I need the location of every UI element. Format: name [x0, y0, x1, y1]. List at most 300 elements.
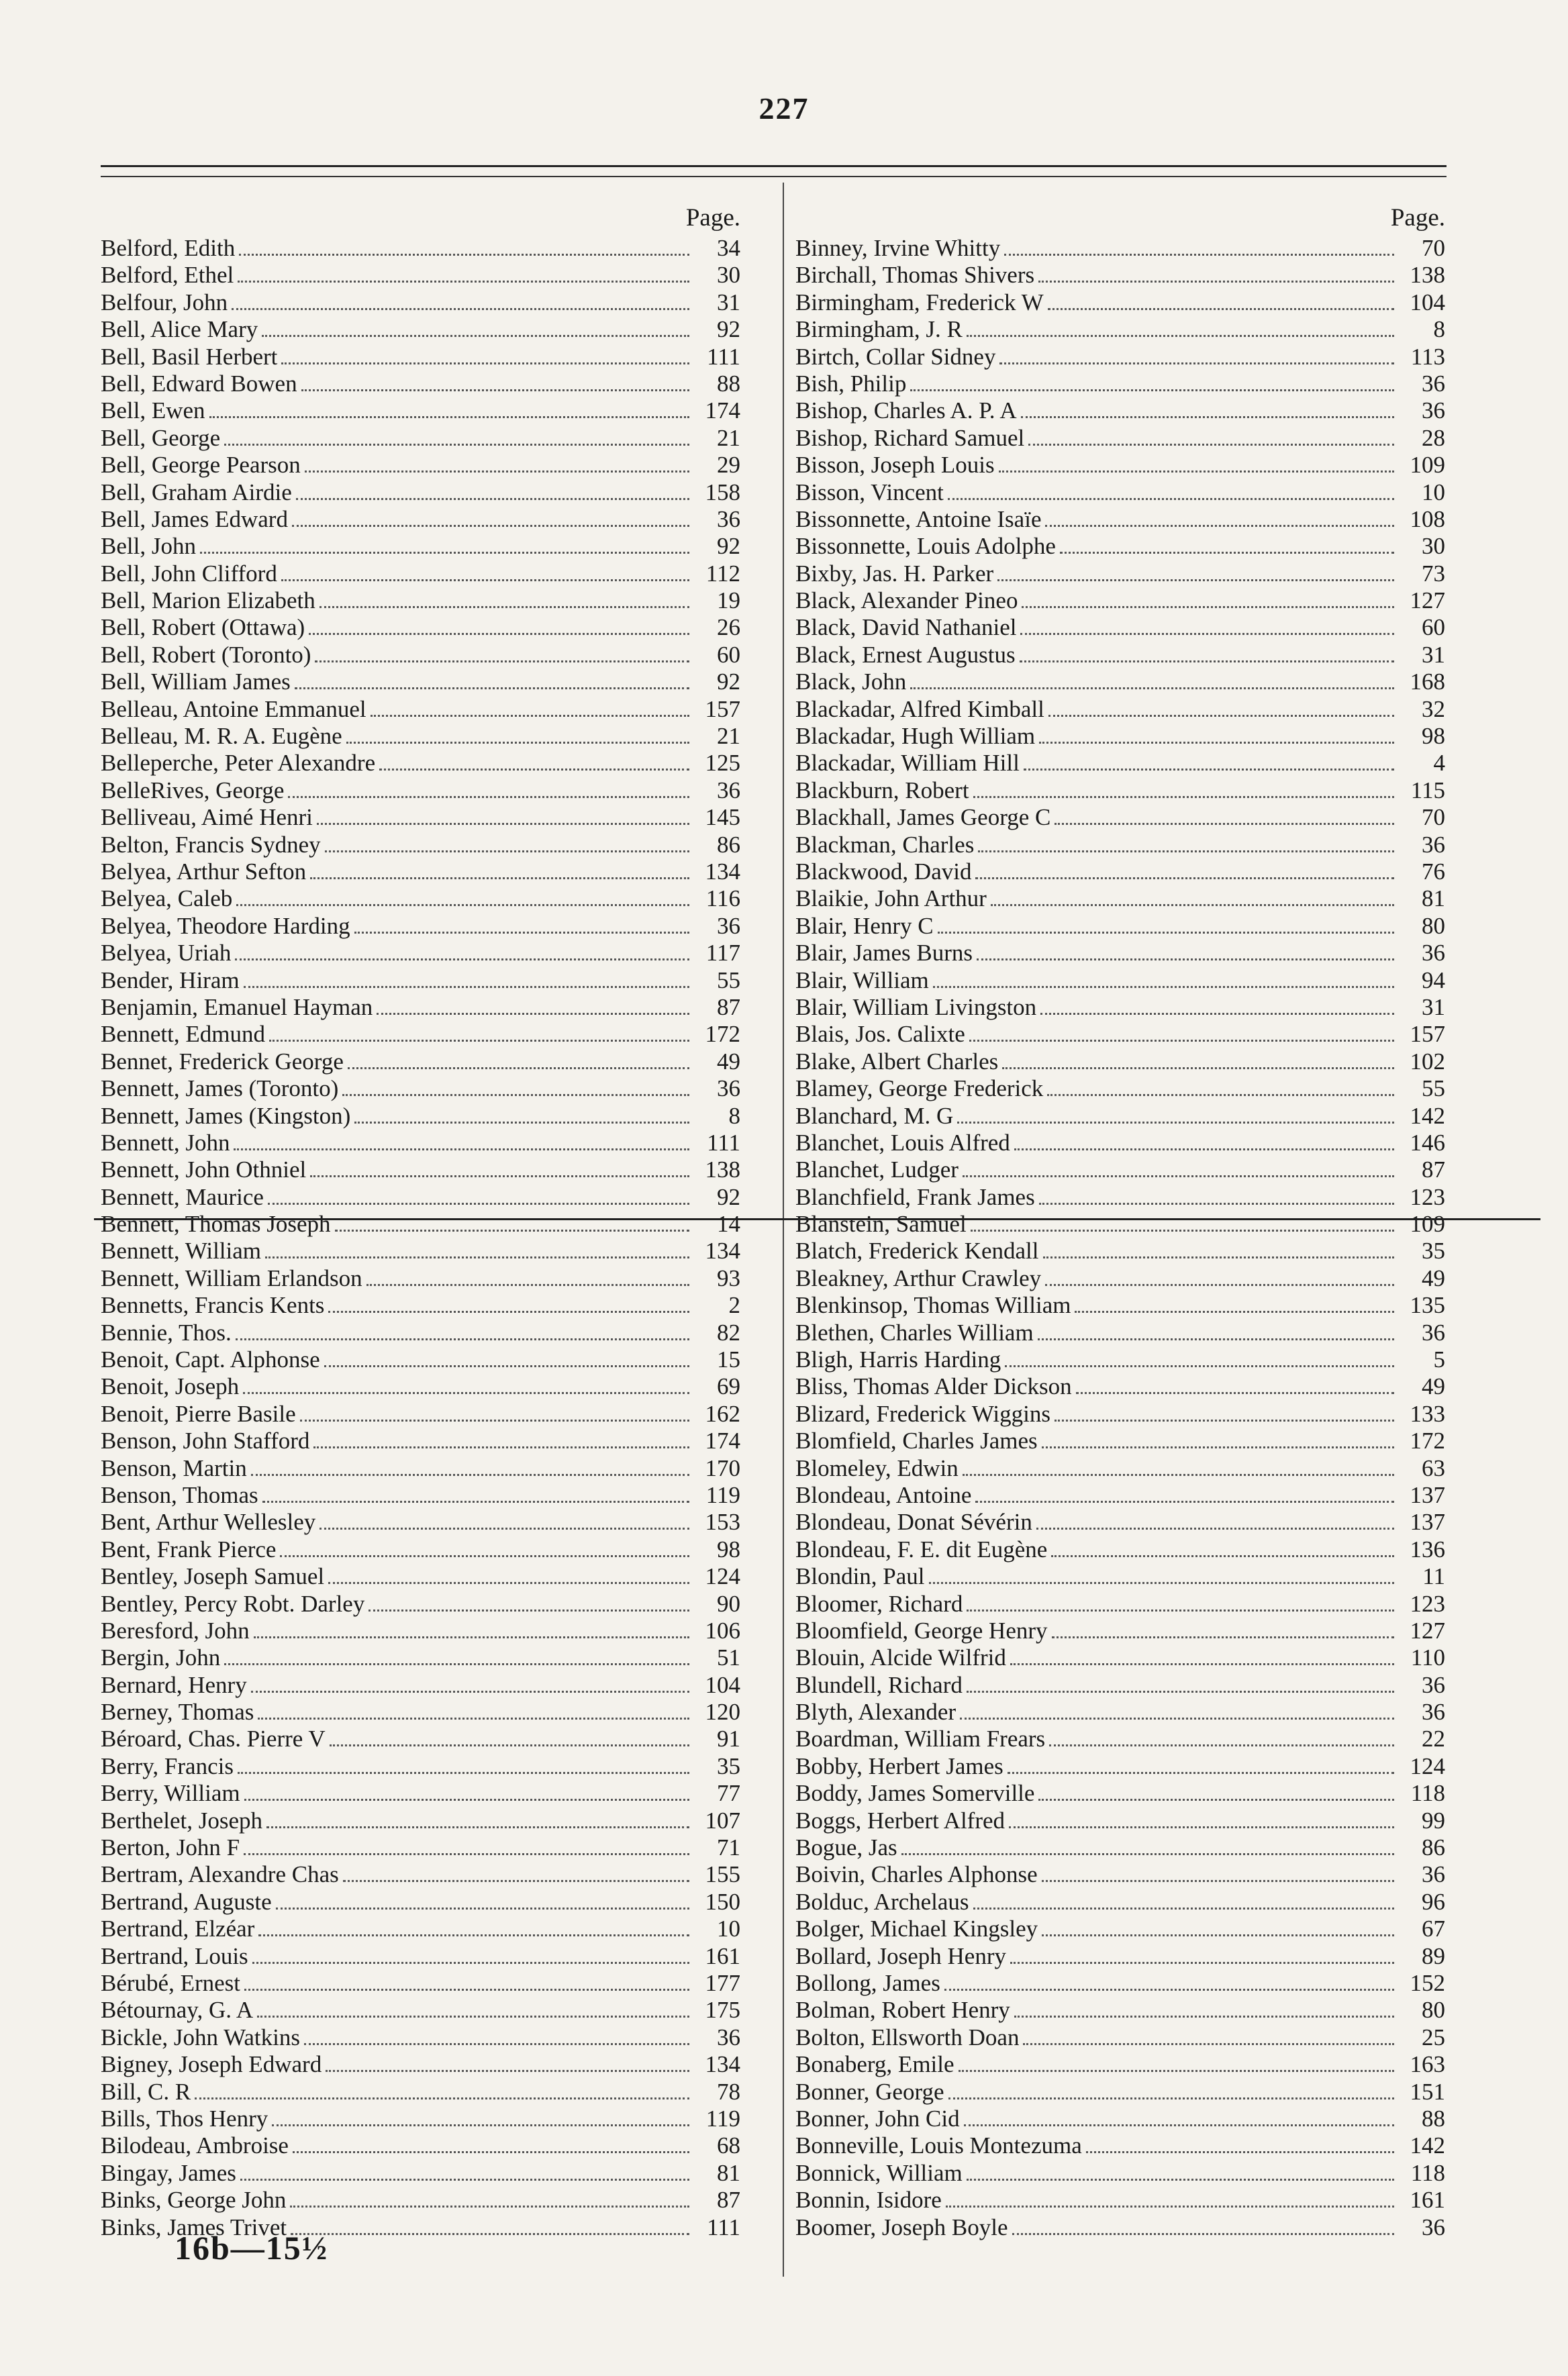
index-entry — [795, 2132, 1453, 2159]
entry-name: Binks, James Trivet — [101, 2214, 287, 2240]
entry-page: 96 — [1422, 1888, 1445, 1915]
dot-leader — [300, 1402, 689, 1422]
dot-leader — [346, 724, 689, 744]
index-entry — [101, 2106, 748, 2132]
left-column — [101, 201, 748, 2241]
entry-page: 78 — [717, 2078, 740, 2105]
entry-page: 86 — [717, 831, 740, 858]
entry-name: Bennett, John Othniel — [101, 1156, 307, 1183]
dot-leader — [1045, 1267, 1394, 1286]
dot-leader — [328, 1293, 689, 1313]
entry-name: Blair, William — [795, 967, 929, 993]
entry-page: 19 — [717, 587, 740, 614]
entry-name: Blair, James Burns — [795, 940, 973, 967]
index-entry — [101, 479, 748, 506]
entry-page: 36 — [717, 912, 740, 939]
index-entry — [101, 1536, 748, 1563]
entry-page: 106 — [705, 1617, 740, 1644]
entry-page: 137 — [1410, 1509, 1445, 1536]
index-entry — [795, 235, 1453, 262]
dot-leader — [967, 2161, 1394, 2181]
entry-name: Benoit, Joseph — [101, 1373, 240, 1400]
entry-page: 102 — [1410, 1048, 1445, 1075]
dot-leader — [262, 1483, 689, 1503]
entry-name: Bell, Edward Bowen — [101, 370, 297, 397]
footer-signature: 16b—15½ — [175, 2229, 329, 2267]
entry-page: 135 — [1410, 1292, 1445, 1319]
index-entry — [795, 1455, 1453, 1482]
entry-name: Benson, Thomas — [101, 1481, 258, 1508]
entry-name: Bertrand, Elzéar — [101, 1916, 255, 1942]
index-entry — [101, 587, 748, 614]
entry-name: Belton, Francis Sydney — [101, 831, 321, 858]
entry-page: 68 — [717, 2132, 740, 2159]
entry-page: 2 — [728, 1292, 740, 1319]
dot-leader — [975, 1483, 1394, 1503]
entry-name: Blyth, Alexander — [795, 1699, 957, 1726]
index-entry — [795, 1401, 1453, 1428]
entry-name: Bell, Robert (Ottawa) — [101, 614, 305, 641]
entry-page: 55 — [717, 967, 740, 993]
dot-leader — [1028, 426, 1394, 446]
entry-name: Blanchfield, Frank James — [795, 1183, 1035, 1210]
entry-name: Belyea, Theodore Harding — [101, 912, 350, 939]
index-entry — [101, 560, 748, 587]
index-entry — [101, 1861, 748, 1888]
dot-leader — [200, 534, 689, 554]
dot-leader — [964, 2107, 1394, 2126]
entry-page: 172 — [705, 1021, 740, 1048]
entry-name: Birtch, Collar Sidney — [795, 343, 996, 370]
index-entry — [101, 235, 748, 262]
index-entry — [795, 479, 1453, 506]
index-entry — [101, 669, 748, 695]
entry-name: Bobby, Herbert James — [795, 1752, 1003, 1779]
dot-leader — [258, 1700, 689, 1720]
entry-page: 91 — [717, 1726, 740, 1752]
entry-page: 133 — [1410, 1400, 1445, 1427]
dot-leader — [348, 1050, 689, 1069]
entry-page: 134 — [705, 1238, 740, 1265]
dot-leader — [335, 1212, 689, 1232]
dot-leader — [244, 1781, 689, 1801]
entry-name: Bender, Hiram — [101, 967, 240, 993]
entry-page: 51 — [717, 1644, 740, 1671]
dot-leader — [910, 372, 1394, 391]
entry-page: 31 — [1422, 641, 1445, 668]
index-entry — [101, 804, 748, 831]
dot-leader — [1086, 2134, 1394, 2153]
entry-name: Bell, Alice Mary — [101, 316, 258, 343]
index-entry — [795, 1726, 1453, 1752]
entry-name: Belliveau, Aimé Henri — [101, 804, 313, 831]
index-entry — [101, 777, 748, 804]
dot-leader — [963, 1158, 1394, 1177]
entry-page: 136 — [1410, 1536, 1445, 1563]
dot-leader — [310, 860, 689, 879]
entry-name: Bennett, William Erlandson — [101, 1265, 362, 1291]
entry-name: Blanchard, M. G — [795, 1102, 954, 1129]
entry-page: 92 — [717, 533, 740, 560]
entry-name: Bétournay, G. A — [101, 1997, 254, 2024]
entry-name: Benson, Martin — [101, 1454, 247, 1481]
entry-name: Bentley, Percy Robt. Darley — [101, 1590, 365, 1617]
entry-page: 88 — [717, 370, 740, 397]
dot-leader — [224, 426, 689, 446]
index-entry — [795, 1536, 1453, 1563]
entry-page: 168 — [1410, 669, 1445, 695]
entry-page: 109 — [1410, 452, 1445, 479]
dot-leader — [1049, 1727, 1394, 1746]
entry-name: Belford, Ethel — [101, 262, 234, 289]
index-entry — [101, 1753, 748, 1780]
dot-leader — [238, 1754, 689, 1774]
entry-name: Bell, Basil Herbert — [101, 343, 278, 370]
dot-leader — [291, 2216, 689, 2235]
dot-leader — [328, 1565, 689, 1584]
index-entry — [101, 2024, 748, 2051]
index-entry — [795, 669, 1453, 695]
entry-name: Bill, C. R — [101, 2078, 191, 2105]
index-entry — [795, 1211, 1453, 1238]
index-entry — [795, 1699, 1453, 1726]
index-entry — [101, 533, 748, 560]
index-entry — [795, 1346, 1453, 1373]
entry-page: 25 — [1422, 2024, 1445, 2050]
index-entry — [795, 1889, 1453, 1916]
entry-page: 35 — [717, 1752, 740, 1779]
dot-leader — [281, 562, 689, 581]
dot-leader — [309, 615, 689, 635]
dot-leader — [1002, 1050, 1394, 1069]
index-entry — [101, 1970, 748, 1997]
entry-page: 125 — [705, 750, 740, 777]
entry-page: 158 — [705, 479, 740, 505]
entry-page: 112 — [705, 560, 740, 587]
dot-leader — [1021, 399, 1394, 418]
dot-leader — [997, 562, 1394, 581]
entry-page: 15 — [717, 1346, 740, 1373]
index-entry — [795, 344, 1453, 370]
entry-page: 36 — [717, 505, 740, 532]
dot-leader — [1043, 1239, 1394, 1258]
entry-page: 111 — [707, 1129, 740, 1156]
entry-page: 67 — [1422, 1916, 1445, 1942]
entry-name: Bonnick, William — [795, 2159, 963, 2186]
dot-leader — [310, 1158, 689, 1177]
entry-page: 170 — [705, 1454, 740, 1481]
index-entry — [101, 967, 748, 994]
dot-leader — [366, 1267, 689, 1286]
entry-name: Blackadar, Alfred Kimball — [795, 695, 1044, 722]
dot-leader — [281, 345, 689, 364]
index-entry — [795, 2051, 1453, 2078]
dot-leader — [266, 1809, 689, 1828]
index-entry — [101, 1184, 748, 1211]
entry-name: Benoit, Capt. Alphonse — [101, 1346, 320, 1373]
entry-page: 138 — [1410, 262, 1445, 289]
dot-leader — [324, 1348, 689, 1367]
index-entry — [101, 2132, 748, 2159]
index-entry — [101, 316, 748, 343]
index-entry — [101, 1997, 748, 2024]
entry-page: 153 — [705, 1509, 740, 1536]
index-entry — [795, 642, 1453, 669]
index-entry — [795, 425, 1453, 452]
header-rule-secondary — [101, 176, 1447, 177]
entry-page: 98 — [717, 1536, 740, 1563]
entry-page: 60 — [717, 641, 740, 668]
entry-page: 49 — [1422, 1265, 1445, 1291]
index-entry — [101, 1455, 748, 1482]
dot-leader — [1008, 1754, 1394, 1774]
header-rule — [101, 165, 1447, 167]
entry-name: Bennett, William — [101, 1238, 262, 1265]
entry-page: 138 — [705, 1156, 740, 1183]
dot-leader — [948, 2080, 1394, 2099]
dot-leader — [1045, 507, 1394, 527]
dot-leader — [969, 1022, 1394, 1042]
entry-name: Bogue, Jas — [795, 1834, 897, 1861]
dot-leader — [317, 805, 689, 825]
dot-leader — [1055, 805, 1394, 825]
entry-page: 118 — [1410, 1780, 1445, 1807]
entry-page: 8 — [728, 1102, 740, 1129]
dot-leader — [967, 317, 1394, 337]
entry-page: 10 — [1422, 479, 1445, 505]
entry-name: Birchall, Thomas Shivers — [795, 262, 1035, 289]
index-entry — [795, 2024, 1453, 2051]
index-entry — [101, 1346, 748, 1373]
dot-leader — [929, 1565, 1394, 1584]
index-entry — [795, 289, 1453, 316]
entry-page: 120 — [705, 1699, 740, 1726]
left-entry-list — [101, 235, 748, 2241]
entry-page: 89 — [1422, 1942, 1445, 1969]
entry-name: Bent, Frank Pierce — [101, 1536, 277, 1563]
entry-page: 150 — [705, 1888, 740, 1915]
index-entry — [101, 2160, 748, 2187]
index-entry — [795, 723, 1453, 750]
dot-leader — [971, 1212, 1394, 1232]
dot-leader — [305, 453, 689, 473]
entry-page: 117 — [705, 940, 740, 967]
index-entry — [795, 967, 1453, 994]
right-page-header: Page. — [1390, 204, 1445, 232]
entry-name: Bennett, James (Kingston) — [101, 1102, 351, 1129]
entry-name: Bent, Arthur Wellesley — [101, 1509, 316, 1536]
dot-leader — [978, 833, 1394, 852]
entry-page: 36 — [1422, 397, 1445, 424]
entry-name: Bell, George — [101, 424, 221, 451]
entry-name: Black, David Nathaniel — [795, 614, 1017, 641]
entry-page: 82 — [717, 1319, 740, 1346]
dot-leader — [239, 236, 689, 256]
dot-leader — [1012, 2216, 1395, 2235]
entry-page: 177 — [705, 1970, 740, 1996]
index-entry — [101, 750, 748, 777]
entry-name: Bloomer, Richard — [795, 1590, 963, 1617]
index-entry — [101, 1373, 748, 1400]
dot-leader — [320, 589, 689, 608]
entry-page: 36 — [717, 2024, 740, 2050]
entry-name: Boomer, Joseph Boyle — [795, 2214, 1008, 2240]
index-entry — [795, 533, 1453, 560]
index-entry — [795, 885, 1453, 912]
entry-name: Blair, William Livingston — [795, 993, 1037, 1020]
entry-page: 21 — [717, 424, 740, 451]
index-entry — [101, 506, 748, 533]
index-entry — [101, 913, 748, 940]
entry-name: Boardman, William Frears — [795, 1726, 1046, 1752]
dot-leader — [1014, 1131, 1394, 1150]
index-entry — [795, 2079, 1453, 2106]
entry-name: Binney, Irvine Whitty — [795, 235, 1001, 261]
dot-leader — [343, 1863, 689, 1882]
entry-page: 124 — [1410, 1752, 1445, 1779]
entry-page: 71 — [717, 1834, 740, 1861]
entry-name: Black, Alexander Pineo — [795, 587, 1018, 614]
dot-leader — [933, 969, 1394, 988]
entry-page: 145 — [705, 804, 740, 831]
entry-name: Blondin, Paul — [795, 1563, 925, 1590]
dot-leader — [975, 860, 1394, 879]
entry-page: 127 — [1410, 587, 1445, 614]
dot-leader — [999, 453, 1394, 473]
dot-leader — [1039, 724, 1394, 744]
entry-name: Bennetts, Francis Kents — [101, 1292, 325, 1319]
entry-name: Binks, George John — [101, 2187, 287, 2214]
index-entry — [101, 858, 748, 885]
entry-name: Bolman, Robert Henry — [795, 1997, 1010, 2024]
entry-name: Belleau, Antoine Emmanuel — [101, 695, 366, 722]
entry-page: 119 — [705, 2105, 740, 2132]
entry-page: 32 — [1422, 695, 1445, 722]
index-entry — [795, 1021, 1453, 1048]
entry-name: Bennett, John — [101, 1129, 230, 1156]
entry-page: 81 — [717, 2159, 740, 2186]
index-entry — [101, 289, 748, 316]
entry-page: 36 — [1422, 370, 1445, 397]
entry-page: 49 — [1422, 1373, 1445, 1400]
index-entry — [795, 1156, 1453, 1183]
dot-leader — [1055, 1402, 1394, 1422]
dot-leader — [238, 263, 689, 283]
index-entry — [795, 1916, 1453, 1942]
dot-leader — [268, 1185, 689, 1205]
entry-name: Black, John — [795, 669, 907, 695]
entry-name: Berry, Francis — [101, 1752, 234, 1779]
entry-name: Blomeley, Edwin — [795, 1454, 959, 1481]
index-entry — [795, 1618, 1453, 1644]
entry-name: Bills, Thos Henry — [101, 2105, 268, 2132]
entry-name: Bonaberg, Emile — [795, 2051, 954, 2078]
entry-page: 70 — [1422, 804, 1445, 831]
entry-name: Bishop, Richard Samuel — [795, 424, 1025, 451]
dot-leader — [236, 887, 689, 906]
entry-page: 94 — [1422, 967, 1445, 993]
index-entry — [795, 614, 1453, 641]
dot-leader — [1038, 1781, 1394, 1801]
entry-name: Benjamin, Emanuel Hayman — [101, 993, 373, 1020]
entry-page: 155 — [705, 1861, 740, 1888]
dot-leader — [262, 317, 689, 337]
index-entry — [795, 316, 1453, 343]
index-entry — [795, 1970, 1453, 1997]
index-entry — [795, 587, 1453, 614]
entry-page: 63 — [1422, 1454, 1445, 1481]
index-entry — [101, 1292, 748, 1319]
entry-name: Blomfield, Charles James — [795, 1428, 1038, 1454]
entry-name: Bernard, Henry — [101, 1671, 247, 1698]
index-entry — [101, 2051, 748, 2078]
index-entry — [101, 1672, 748, 1699]
entry-page: 110 — [1410, 1644, 1445, 1671]
dot-leader — [938, 914, 1394, 934]
entry-page: 55 — [1422, 1075, 1445, 1102]
index-entry — [795, 1103, 1453, 1130]
dot-leader — [244, 969, 689, 988]
entry-page: 87 — [717, 993, 740, 1020]
entry-name: Bonnin, Isidore — [795, 2187, 942, 2214]
entry-name: Bissonnette, Louis Adolphe — [795, 533, 1056, 560]
entry-page: 87 — [1422, 1156, 1445, 1183]
dot-leader — [377, 995, 689, 1015]
entry-name: Bell, George Pearson — [101, 452, 301, 479]
entry-page: 92 — [717, 316, 740, 343]
index-entry — [795, 777, 1453, 804]
entry-page: 113 — [1410, 343, 1445, 370]
index-entry — [101, 1699, 748, 1726]
strike-through-line — [94, 1218, 1540, 1220]
index-entry — [795, 1753, 1453, 1780]
entry-name: Bickle, John Watkins — [101, 2024, 300, 2050]
index-entry — [101, 832, 748, 858]
entry-name: Bloomfield, George Henry — [795, 1617, 1048, 1644]
entry-name: Bolger, Michael Kingsley — [795, 1916, 1038, 1942]
dot-leader — [1042, 1917, 1394, 1936]
index-entry — [101, 1808, 748, 1834]
index-entry — [101, 1021, 748, 1048]
entry-name: Bilodeau, Ambroise — [101, 2132, 289, 2159]
entry-name: Bishop, Charles A. P. A — [795, 397, 1017, 424]
entry-name: Boddy, James Somerville — [795, 1780, 1035, 1807]
dot-leader — [1014, 1998, 1394, 2018]
dot-leader — [1020, 615, 1394, 635]
entry-page: 157 — [705, 695, 740, 722]
entry-name: Bennie, Thos. — [101, 1319, 232, 1346]
entry-page: 26 — [717, 614, 740, 641]
entry-page: 175 — [705, 1997, 740, 2024]
entry-name: Blatch, Frederick Kendall — [795, 1238, 1039, 1265]
dot-leader — [1020, 643, 1394, 662]
entry-page: 60 — [1422, 614, 1445, 641]
dot-leader — [265, 1239, 689, 1258]
entry-page: 88 — [1422, 2105, 1445, 2132]
entry-page: 92 — [717, 1183, 740, 1210]
entry-name: Blethen, Charles William — [795, 1319, 1034, 1346]
dot-leader — [1022, 589, 1394, 608]
entry-name: Belyea, Caleb — [101, 885, 233, 912]
dot-leader — [967, 1673, 1394, 1693]
index-entry — [101, 885, 748, 912]
entry-page: 86 — [1422, 1834, 1445, 1861]
entry-name: Belleperche, Peter Alexandre — [101, 750, 376, 777]
entry-name: Beresford, John — [101, 1617, 250, 1644]
entry-name: Belyea, Uriah — [101, 940, 232, 967]
entry-name: Blanchet, Louis Alfred — [795, 1129, 1010, 1156]
entry-name: Benoit, Pierre Basile — [101, 1400, 296, 1427]
